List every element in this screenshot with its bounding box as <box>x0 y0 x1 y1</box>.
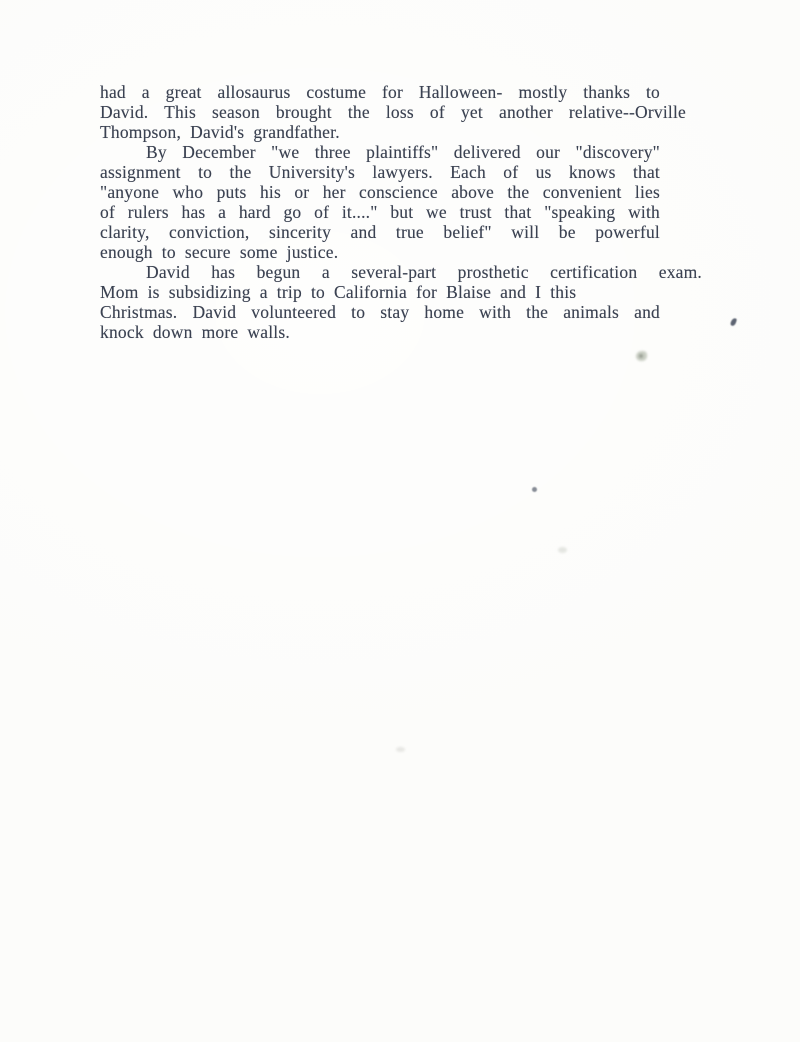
scan-speck <box>558 547 567 553</box>
scan-speck <box>636 351 647 361</box>
text-line: David. This season brought the loss of yet another relative--Orville <box>100 102 686 122</box>
text-line: Thompson, David's grandfather. <box>100 122 340 142</box>
scan-speck <box>532 487 537 492</box>
text-line: of rulers has a hard go of it...." but we trust that "speaking with <box>100 202 660 222</box>
letter-body-text <box>100 82 702 342</box>
text-line: had a great allosaurus costume for Halloween- mostly thanks to <box>100 82 660 102</box>
text-line: "anyone who puts his or her conscience above the convenient lies <box>100 182 660 202</box>
text-line: By December "we three plaintiffs" delivered our "discovery" <box>146 142 660 162</box>
text-line: David has begun a several-part prosthetic certification exam. <box>146 262 702 282</box>
text-line: Christmas. David volunteered to stay home with the animals and <box>100 302 660 322</box>
text-line: clarity, conviction, sincerity and true belief" will be powerful <box>100 222 660 242</box>
scan-speck <box>396 747 405 752</box>
text-line: enough to secure some justice. <box>100 242 339 262</box>
text-line: Mom is subsidizing a trip to California for Blaise and I this <box>100 282 577 302</box>
scan-speck <box>730 317 737 326</box>
text-line: knock down more walls. <box>100 322 290 342</box>
text-line: assignment to the University's lawyers. Each of us knows that <box>100 162 660 182</box>
